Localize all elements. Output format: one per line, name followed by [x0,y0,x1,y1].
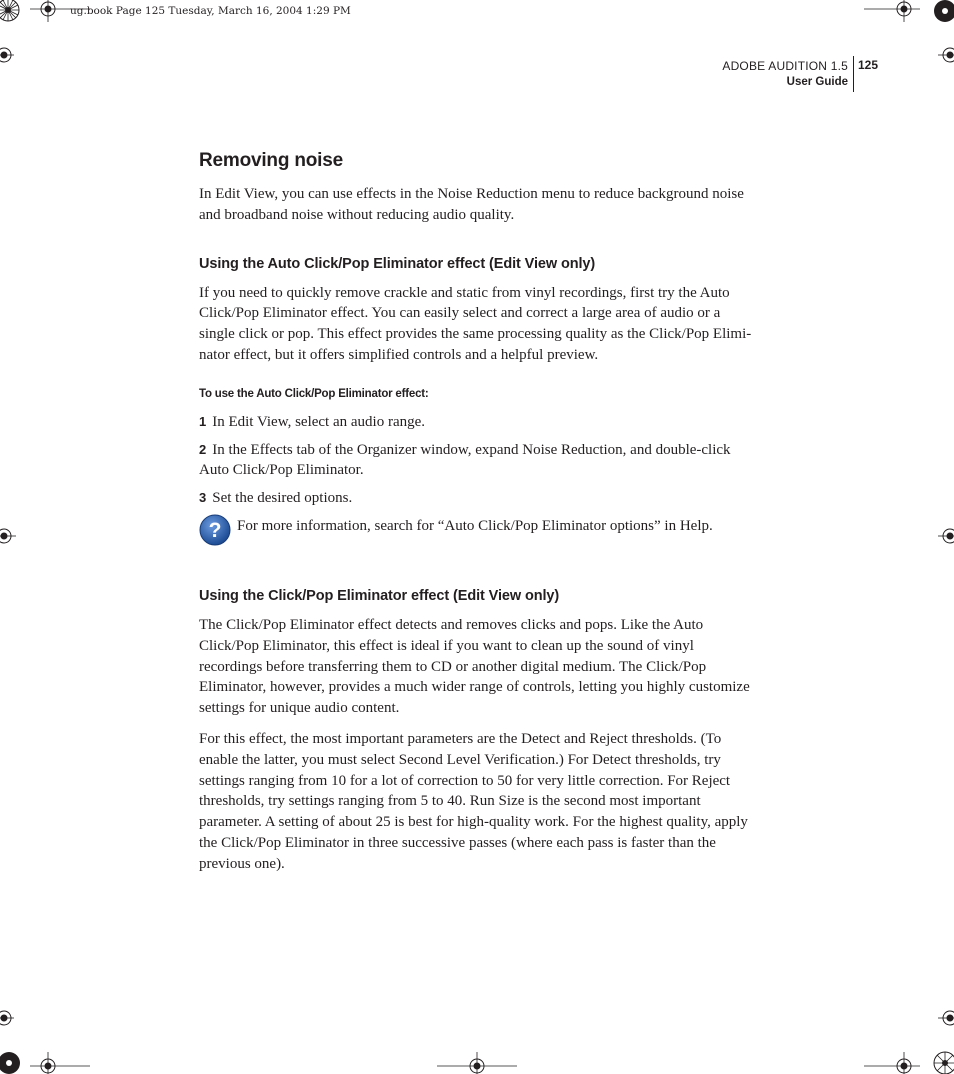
book-subtitle: User Guide [786,76,848,88]
step-number: 3 [199,490,207,506]
step-text: In Edit View, select an audio range. [212,413,426,430]
step-text: Set the desired options. [212,490,353,507]
click-pop-para-1: The Click/Pop Eliminator effect detects and removes clicks and pops. Like the Auto Click/Pop Eliminator, this effect is ideal if you want to clean up the sound of vinyl recordings before transferring them to CD or another digital medium. The Click/Pop Eliminator, however, provides a much wider range of controls, letting you highly customize settings for unique audio content. [199,616,750,717]
color-wheel-icon [932,0,954,26]
running-head [722,58,848,90]
print-slug: ug.book Page 125 Tuesday, March 16, 2004 1:29 PM [70,5,351,17]
help-question-icon [199,514,231,546]
registration-mark-icon [938,1002,954,1034]
registration-mark-icon [938,40,954,70]
step-number: 1 [199,413,207,429]
page-number: 125 [858,58,879,72]
step-number: 2 [199,441,207,457]
color-wheel-icon [0,1048,22,1074]
registration-mark-icon [0,40,14,70]
click-pop-para-2: For this effect, the most important parameters are the Detect and Reject thresholds. (To enable the latter, you must select Second Level Verification.) For Detect thresholds, try settings ranging from 10 for a lot of correction to 50 for very little correction. For Reject thresholds, try settings ranging from 5 to 40. Run Size is the second most important parameter. A setting of about 25 is best for high-quality work. For the highest quality, apply the Click/Pop Eliminator in three successive passes (where each pass is faster than the previous one). [199,730,748,872]
step-text: In the Effects tab of the Organizer window, expand Noise Reduction, and double-click Auto Click/Pop Eliminator. [199,441,731,479]
section-intro: In Edit View, you can use effects in the Noise Reduction menu to reduce background noise and broadband noise without reducing audio quality. [199,186,744,223]
registration-mark-icon [864,0,920,22]
color-wheel-icon [932,1048,954,1074]
registration-mark-icon [30,1052,90,1074]
auto-click-heading: Using the Auto Click/Pop Eliminator effect (Edit View only) [199,255,596,272]
click-pop-heading: Using the Click/Pop Eliminator effect (Edit View only) [199,587,560,604]
registration-mark-icon [864,1052,920,1074]
help-note [199,516,757,550]
step-item [199,412,757,433]
registration-mark-icon [0,1002,14,1034]
help-note-text: For more information, search for “Auto Click/Pop Eliminator options” in Help. [237,517,713,534]
step-item [199,488,757,509]
book-title: ADOBE AUDITION 1.5 [722,59,848,73]
auto-click-body: If you need to quickly remove crackle and static from vinyl recordings, first try the Auto Click/Pop Eliminator effect. You can easily select and correct a large area of audio or a single click or pop. This effect provides the same processing quality as the Click/Pop Elimi-nator effect, but it offers simplified controls and a helpful preview. [199,284,752,363]
step-item [199,440,757,482]
procedure-title: To use the Auto Click/Pop Eliminator effect: [199,387,429,400]
registration-mark-icon [938,520,954,552]
running-head-divider [853,56,854,92]
page-content [199,148,757,875]
color-wheel-icon [0,0,20,24]
registration-mark-icon [0,520,16,552]
section-title: Removing noise [199,150,343,171]
svg-text:?: ? [208,518,222,542]
registration-mark-icon [437,1052,517,1074]
